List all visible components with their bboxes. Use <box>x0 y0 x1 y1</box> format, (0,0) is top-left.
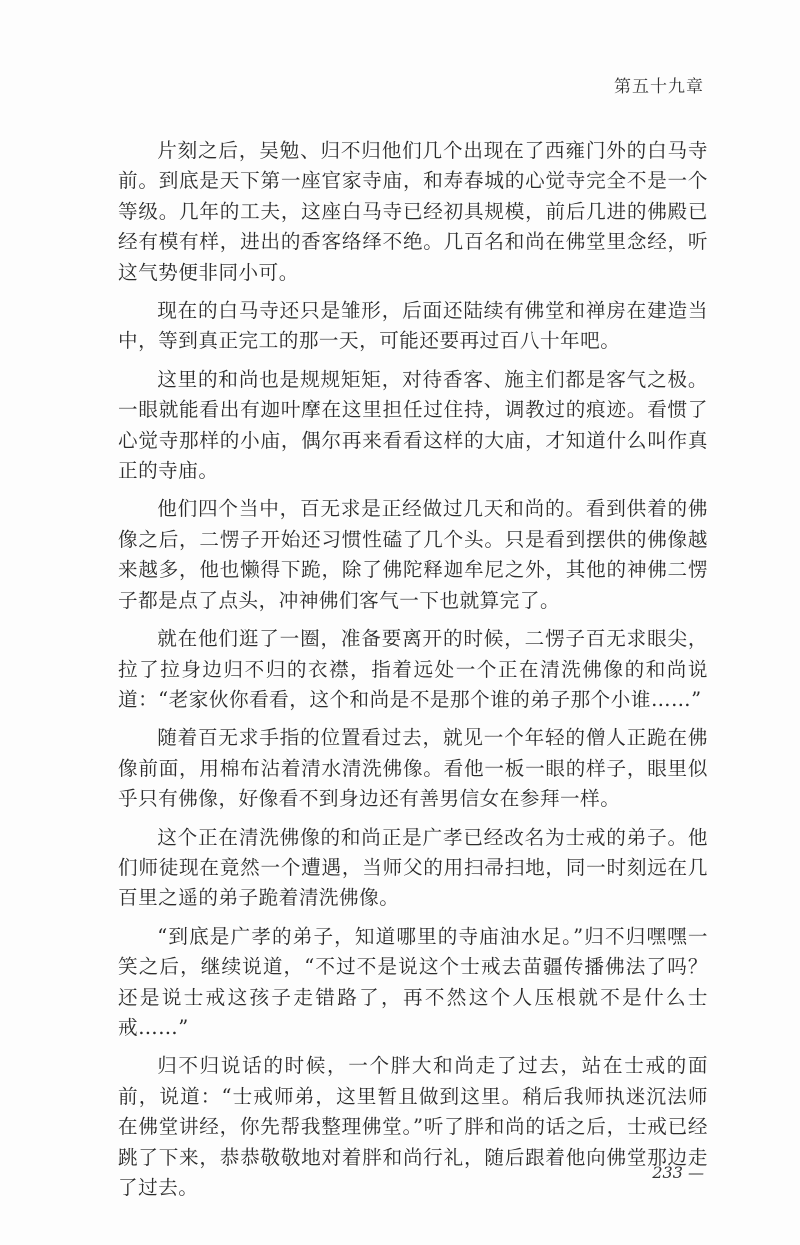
paragraph: 这个正在清洗佛像的和尚正是广孝已经改名为士戒的弟子。他们师徒现在竟然一个遭遇，当师父的用扫帚扫地，同一时刻远在几百里之遥的弟子跪着清洗佛像。 <box>118 825 708 910</box>
paragraph: 随着百无求手指的位置看过去，就见一个年轻的僧人正跪在佛像前面，用棉布沾着清水清洗佛像。看他一板一眼的样子，眼里似乎只有佛像，好像看不到身边还有善男信女在参拜一样。 <box>118 726 708 811</box>
paragraph: 归不归说话的时候，一个胖大和尚走了过去，站在士戒的面前，说道：“士戒师弟，这里暂且做到这里。稍后我师执迷沉法师在佛堂讲经，你先帮我整理佛堂。”听了胖和尚的话之后，士戒已经跳了下来，恭恭敬敬地对着胖和尚行礼，随后跟着他向佛堂那边走了过去。 <box>118 1054 708 1199</box>
body-text <box>118 136 708 1203</box>
paragraph: “到底是广孝的弟子，知道哪里的寺庙油水足。”归不归嘿嘿一笑之后，继续说道，“不过不是说这个士戒去苗疆传播佛法了吗？还是说士戒这孩子走错路了，再不然这个人压根就不是什么士戒……” <box>118 924 708 1039</box>
paragraph: 就在他们逛了一圈，准备要离开的时候，二愣子百无求眼尖，拉了拉身边归不归的衣襟，指着远处一个正在清洗佛像的和尚说道：“老家伙你看看，这个和尚是不是那个谁的弟子那个小谁……” <box>118 627 708 711</box>
paragraph: 现在的白马寺还只是雏形，后面还陆续有佛堂和禅房在建造当中，等到真正完工的那一天，可能还要再过百八十年吧。 <box>118 299 708 353</box>
paragraph: 这里的和尚也是规规矩矩，对待香客、施主们都是客气之极。一眼就能看出有迦叶摩在这里担任过住持，调教过的痕迹。看惯了心觉寺那样的小庙，偶尔再来看看这样的大庙，才知道什么叫作真正的寺庙。 <box>118 367 708 483</box>
paragraph: 片刻之后，吴勉、归不归他们几个出现在了西雍门外的白马寺前。到底是天下第一座官家寺庙，和寿春城的心觉寺完全不是一个等级。几年的工夫，这座白马寺已经初具规模，前后几进的佛殿已经有模有样，进出的香客络绎不绝。几百名和尚在佛堂里念经，听这气势便非同小可。 <box>118 139 708 284</box>
paragraph: 他们四个当中，百无求是正经做过几天和尚的。看到供着的佛像之后，二愣子开始还习惯性磕了几个头。只是看到摆供的佛像越来越多，他也懒得下跪，除了佛陀释迦牟尼之外，其他的神佛二愣子都是点了点头，冲神佛们客气一下也就算完了。 <box>118 497 708 612</box>
page-number: 233 — <box>652 1163 704 1182</box>
chapter-running-head: 第五十九章 <box>614 77 704 97</box>
